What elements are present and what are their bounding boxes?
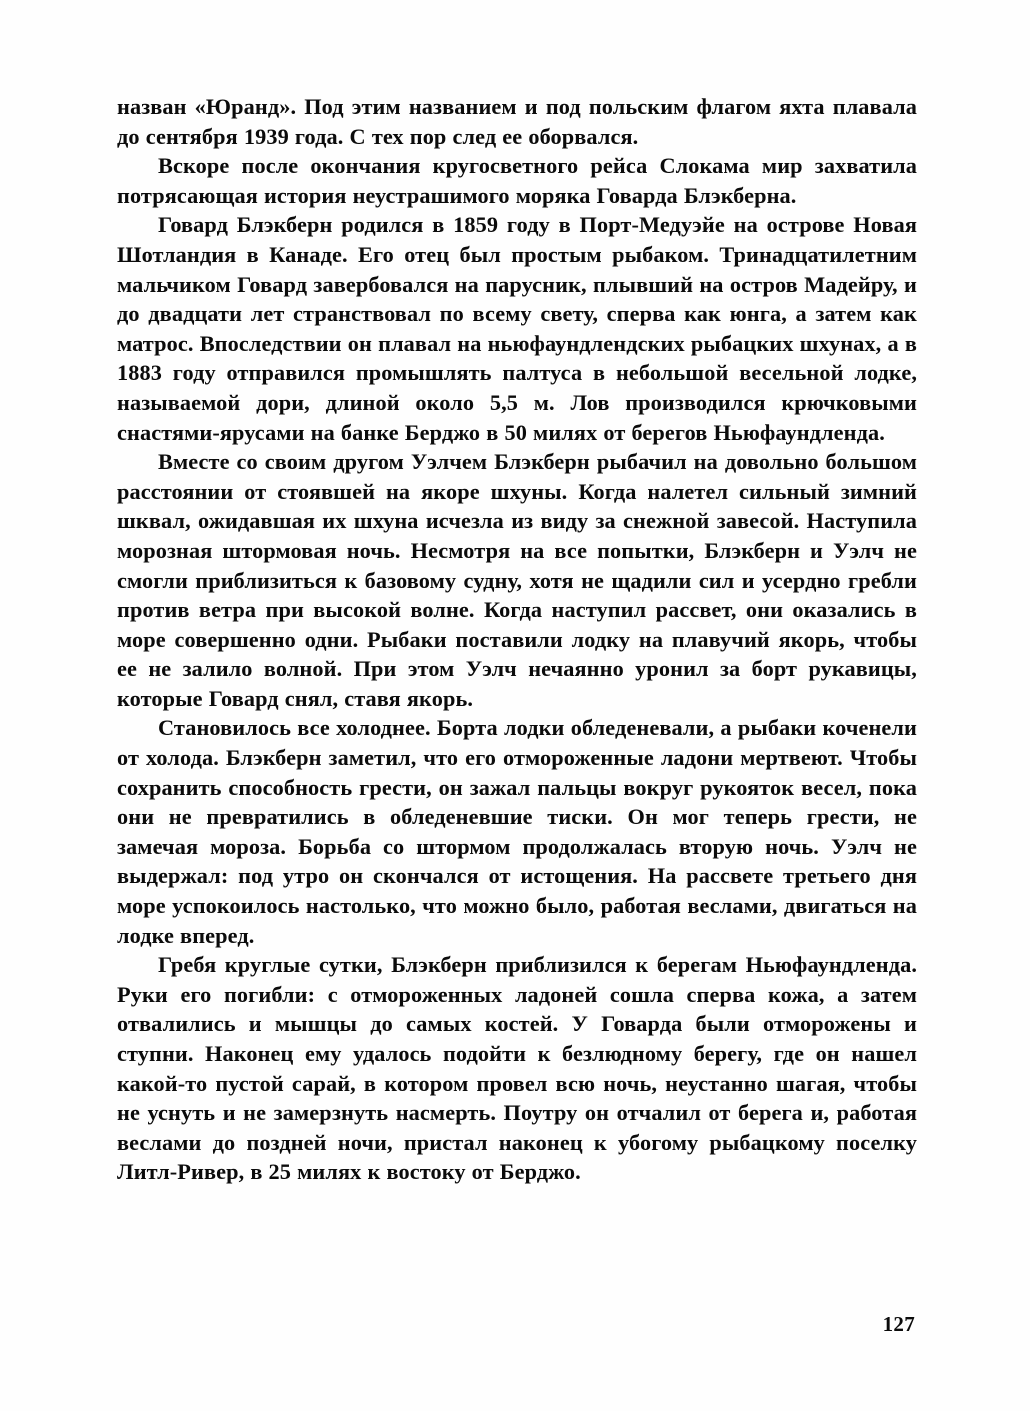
paragraph-4: Вместе со своим другом Уэлчем Блэкберн рыбачил на довольно большом расстоянии от стоявшей на якоре шхуны. Когда налетел сильный зимний шквал, ожидавшая их шхуна исчезла из виду за снежной завесой. Наступила морозная штормовая ночь. Несмотря на все попытки, Блэкберн и Уэлч не смогли приблизиться к базовому судну, хотя не щадили сил и усердно гребли против ветра при высокой волне. Когда наступил рассвет, они оказались в море совершенно одни. Рыбаки поставили лодку на плавучий якорь, чтобы ее не залило волной. При этом Уэлч нечаянно уронил за борт рукавицы, которые Говард снял, ставя якорь. — [117, 449, 917, 711]
paragraph-6: Гребя круглые сутки, Блэкберн приблизился к берегам Ньюфаундленда. Руки его погибли: с отмороженных ладоней сошла сперва кожа, а затем отвалились и мышцы до самых костей. У Говарда были отморожены и ступни. Наконец ему удалось подойти к безлюдному берегу, где он нашел какой-то пустой сарай, в котором провел всю ночь, неустанно шагая, чтобы не уснуть и не замерзнуть насмерть. Поутру он отчалил от берега и, работая веслами до поздней ночи, пристал наконец к убогому рыбацкому поселку Литл-Ривер, в 25 милях к востоку от Берджо. — [117, 952, 917, 1185]
page-text-block — [117, 92, 917, 1187]
paragraph-1: назван «Юранд». Под этим названием и под польским флагом яхта плавала до сентября 1939 года. С тех пор след ее оборвался. — [117, 94, 917, 149]
paragraph-5: Становилось все холоднее. Борта лодки обледеневали, а рыбаки коченели от холода. Блэкберн заметил, что его отмороженные ладони мертвеют. Чтобы сохранить способность грести, он зажал пальцы вокруг рукояток весел, пока они не превратились в обледеневшие тиски. Он мог теперь грести, не замечая мороза. Борьба со штормом продолжалась вторую ночь. Уэлч не выдержал: под утро он скончался от истощения. На рассвете третьего дня море успокоилось настолько, что можно было, работая веслами, двигаться на лодке вперед. — [117, 715, 917, 948]
paragraph-3: Говард Блэкберн родился в 1859 году в Порт-Медуэйе на острове Новая Шотландия в Канаде. Его отец был простым рыбаком. Тринадцатилетним мальчиком Говард завербовался на парусник, плывший на остров Мадейру, и до двадцати лет странствовал по всему свету, сперва как юнга, а затем как матрос. Впоследствии он плавал на ньюфаундлендских рыбацких шхунах, а в 1883 году отправился промышлять палтуса в небольшой весельной лодке, называемой дори, длиной около 5,5 м. Лов производился крючковыми снастями-ярусами на банке Берджо в 50 милях от берегов Ньюфаундленда. — [117, 212, 917, 445]
paragraph-2: Вскоре после окончания кругосветного рейса Слокама мир захватила потрясающая история неустрашимого моряка Говарда Блэкберна. — [117, 153, 917, 208]
page-number: 127 — [882, 1312, 915, 1336]
